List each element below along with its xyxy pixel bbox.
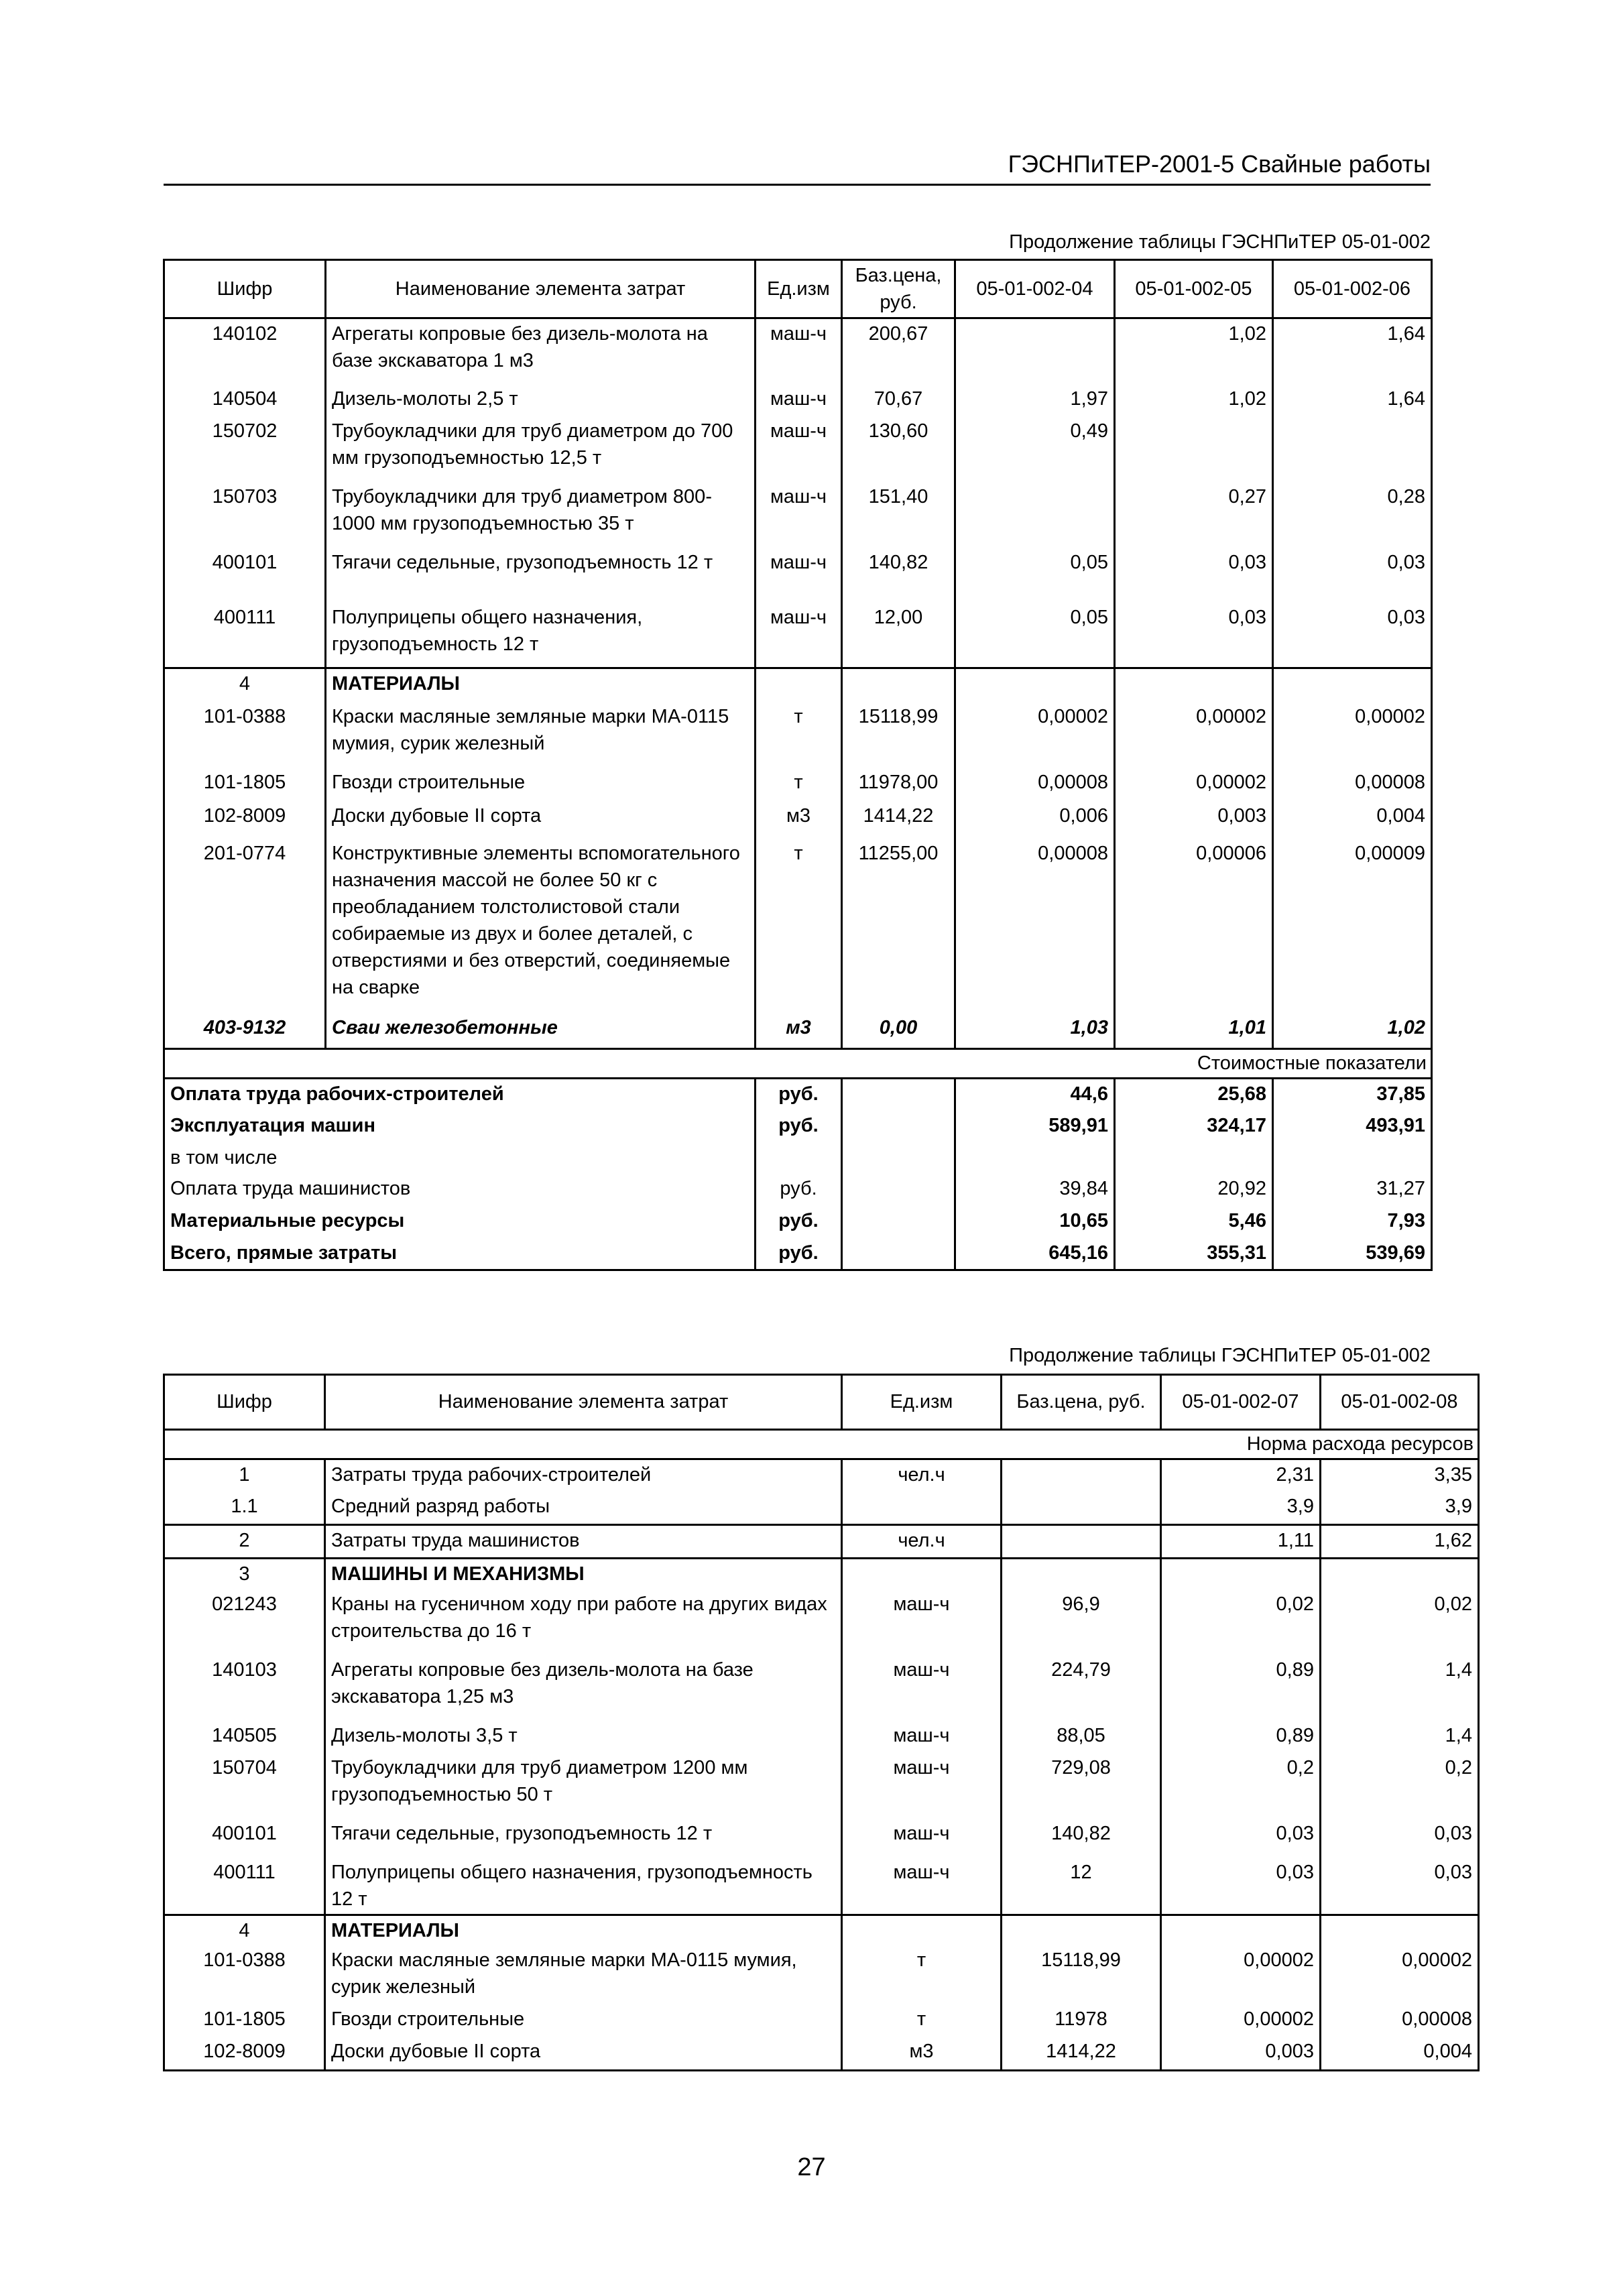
row-name: Сваи железобетонные: [326, 1013, 756, 1049]
row-unit: м3: [756, 1013, 842, 1049]
row-value-07: 0,003: [1161, 2037, 1321, 2070]
row-code: 2: [164, 1525, 325, 1559]
cost-value-04: 39,84: [955, 1174, 1115, 1206]
row-value-06: [1273, 416, 1432, 482]
norm-band-row: [164, 1430, 1479, 1459]
row-name: Краски масляные земляные марки МА-0115 мумия, сурик железный: [325, 1945, 842, 2004]
row-value-04: 0,00002: [955, 702, 1115, 768]
running-header: [164, 142, 1431, 186]
page-number: 27: [797, 2153, 826, 2181]
row-price: 200,67: [842, 318, 955, 384]
row-unit: м3: [756, 801, 842, 839]
row-value-05: [1115, 668, 1273, 702]
cost-value-04: 645,16: [955, 1238, 1115, 1270]
header-col-06: 05-01-002-06: [1273, 260, 1432, 318]
row-value-08: 3,9: [1321, 1492, 1479, 1525]
row-price: 729,08: [1002, 1753, 1161, 1819]
row-value-05: 0,00002: [1115, 702, 1273, 768]
row-name: Доски дубовые II сорта: [326, 801, 756, 839]
row-code: 4: [164, 1915, 325, 1945]
row-name: Краны на гусеничном ходу при работе на других видах строительства до 16 т: [325, 1589, 842, 1655]
table-row: [164, 603, 1432, 668]
row-unit: маш-ч: [756, 603, 842, 668]
row-value-08: 1,62: [1321, 1525, 1479, 1559]
row-value-08: 1,4: [1321, 1721, 1479, 1753]
row-name: МАТЕРИАЛЫ: [326, 668, 756, 702]
row-unit: чел.ч: [842, 1525, 1002, 1559]
row-name: Затраты труда рабочих-строителей: [325, 1459, 842, 1492]
row-unit: маш-ч: [842, 1858, 1002, 1915]
table1-caption: Продолжение таблицы ГЭСНПиТЕР 05-01-002: [1009, 231, 1431, 253]
table-row: [164, 1858, 1479, 1915]
row-value-06: 0,03: [1273, 548, 1432, 603]
cost-value-05: 355,31: [1115, 1238, 1273, 1270]
row-name: Краски масляные земляные марки МА-0115 мумия, сурик железный: [326, 702, 756, 768]
cost-unit: руб.: [756, 1079, 842, 1111]
row-unit: маш-ч: [756, 482, 842, 548]
row-code: 021243: [164, 1589, 325, 1655]
row-unit: т: [842, 1945, 1002, 2004]
table-row: [164, 839, 1432, 1013]
cost-unit: руб.: [756, 1238, 842, 1270]
row-unit: маш-ч: [842, 1819, 1002, 1858]
row-unit: [842, 1915, 1002, 1945]
row-value-08: 0,004: [1321, 2037, 1479, 2070]
cost-value-06: [1273, 1143, 1432, 1174]
row-value-04: 0,05: [955, 548, 1115, 603]
table-row: [164, 318, 1432, 384]
header-col-08: 05-01-002-08: [1321, 1375, 1479, 1430]
cost-value-04: 589,91: [955, 1111, 1115, 1143]
cost-value-04: 44,6: [955, 1079, 1115, 1111]
row-value-04: 0,00008: [955, 768, 1115, 801]
row-value-05: 1,01: [1115, 1013, 1273, 1049]
row-code: 3: [164, 1559, 325, 1589]
row-value-08: 0,03: [1321, 1858, 1479, 1915]
row-code: 140103: [164, 1655, 325, 1721]
cost-value-06: 493,91: [1273, 1111, 1432, 1143]
row-name: Гвозди строительные: [326, 768, 756, 801]
row-unit: маш-ч: [756, 416, 842, 482]
cost-label: Оплата труда машинистов: [164, 1174, 756, 1206]
cost-label: Эксплуатация машин: [164, 1111, 756, 1143]
row-code: 4: [164, 668, 326, 702]
row-value-07: 1,11: [1161, 1525, 1321, 1559]
row-value-08: 1,4: [1321, 1655, 1479, 1721]
row-price: 12: [1002, 1858, 1161, 1915]
row-value-06: 0,03: [1273, 603, 1432, 668]
row-price: 11255,00: [842, 839, 955, 1013]
cost-price: [842, 1174, 955, 1206]
row-unit: [756, 668, 842, 702]
row-price: 15118,99: [1002, 1945, 1161, 2004]
row-value-04: 0,49: [955, 416, 1115, 482]
cost-price: [842, 1079, 955, 1111]
row-price: 12,00: [842, 603, 955, 668]
table-row: [164, 1915, 1479, 1945]
row-name: МАТЕРИАЛЫ: [325, 1915, 842, 1945]
row-code: 140102: [164, 318, 326, 384]
row-unit: маш-ч: [842, 1753, 1002, 1819]
row-code: 150702: [164, 416, 326, 482]
row-name: Доски дубовые II сорта: [325, 2037, 842, 2070]
row-value-08: 0,00008: [1321, 2004, 1479, 2037]
cost-unit: руб.: [756, 1174, 842, 1206]
row-value-04: 1,97: [955, 384, 1115, 416]
row-price: 130,60: [842, 416, 955, 482]
cost-value-06: 7,93: [1273, 1206, 1432, 1238]
table-row: [164, 1459, 1479, 1492]
table-row: [164, 768, 1432, 801]
row-value-08: 0,00002: [1321, 1945, 1479, 2004]
row-value-05: 1,02: [1115, 384, 1273, 416]
row-value-04: [955, 482, 1115, 548]
table-row: [164, 1753, 1479, 1819]
row-name: Трубоукладчики для труб диаметром 800-1000 мм грузоподъемностью 35 т: [326, 482, 756, 548]
row-name: Полуприцепы общего назначения, грузоподъемность 12 т: [325, 1858, 842, 1915]
row-value-08: 0,02: [1321, 1589, 1479, 1655]
cost-value-04: 10,65: [955, 1206, 1115, 1238]
cost-row: [164, 1111, 1432, 1143]
table-row: [164, 801, 1432, 839]
row-unit: маш-ч: [756, 318, 842, 384]
row-name: Средний разряд работы: [325, 1492, 842, 1525]
row-name: МАШИНЫ И МЕХАНИЗМЫ: [325, 1559, 842, 1589]
table-row: [164, 482, 1432, 548]
row-value-07: 0,03: [1161, 1858, 1321, 1915]
row-name: Трубоукладчики для труб диаметром до 700 мм грузоподъемностью 12,5 т: [326, 416, 756, 482]
row-code: 400111: [164, 603, 326, 668]
row-unit: маш-ч: [842, 1721, 1002, 1753]
cost-value-05: 20,92: [1115, 1174, 1273, 1206]
header-name: Наименование элемента затрат: [326, 260, 756, 318]
row-value-07: 0,89: [1161, 1721, 1321, 1753]
row-name: Трубоукладчики для труб диаметром 1200 мм грузоподъемностью 50 т: [325, 1753, 842, 1819]
row-value-05: 1,02: [1115, 318, 1273, 384]
cost-value-06: 31,27: [1273, 1174, 1432, 1206]
row-value-05: 0,003: [1115, 801, 1273, 839]
row-price: 140,82: [1002, 1819, 1161, 1858]
row-price: [842, 668, 955, 702]
row-name: Тягачи седельные, грузоподъемность 12 т: [325, 1819, 842, 1858]
table-row: [164, 1721, 1479, 1753]
cost-value-06: 539,69: [1273, 1238, 1432, 1270]
row-price: [1002, 1525, 1161, 1559]
row-unit: т: [756, 839, 842, 1013]
row-code: 201-0774: [164, 839, 326, 1013]
header-price: Баз.цена, руб.: [842, 260, 955, 318]
row-price: [1002, 1915, 1161, 1945]
row-price: 11978,00: [842, 768, 955, 801]
table-row: [164, 384, 1432, 416]
cost-row: [164, 1079, 1432, 1111]
row-code: 101-0388: [164, 702, 326, 768]
row-value-04: 0,006: [955, 801, 1115, 839]
row-code: 101-1805: [164, 768, 326, 801]
header-name: Наименование элемента затрат: [325, 1375, 842, 1430]
table-header-row: [164, 1375, 1479, 1430]
header-col-05: 05-01-002-05: [1115, 260, 1273, 318]
cost-row: [164, 1206, 1432, 1238]
row-code: 101-1805: [164, 2004, 325, 2037]
table-row: [164, 1819, 1479, 1858]
cost-band-label: Стоимостные показатели: [164, 1049, 1432, 1079]
row-price: 224,79: [1002, 1655, 1161, 1721]
table-row: [164, 2037, 1479, 2070]
row-code: 102-8009: [164, 2037, 325, 2070]
row-unit: т: [842, 2004, 1002, 2037]
row-value-06: 0,004: [1273, 801, 1432, 839]
row-unit: м3: [842, 2037, 1002, 2070]
row-unit: т: [756, 702, 842, 768]
cost-row: [164, 1174, 1432, 1206]
running-header-title: ГЭСНПиТЕР-2001-5 Свайные работы: [1008, 150, 1431, 178]
row-value-04: 0,00008: [955, 839, 1115, 1013]
header-col-04: 05-01-002-04: [955, 260, 1115, 318]
row-name: Гвозди строительные: [325, 2004, 842, 2037]
header-code: Шифр: [164, 1375, 325, 1430]
row-price: 0,00: [842, 1013, 955, 1049]
row-value-08: [1321, 1559, 1479, 1589]
row-price: 140,82: [842, 548, 955, 603]
header-code: Шифр: [164, 260, 326, 318]
row-value-07: 0,2: [1161, 1753, 1321, 1819]
cost-label: Материальные ресурсы: [164, 1206, 756, 1238]
row-value-06: 1,02: [1273, 1013, 1432, 1049]
row-price: 151,40: [842, 482, 955, 548]
row-name: Агрегаты копровые без дизель-молота на базе экскаватора 1,25 м3: [325, 1655, 842, 1721]
row-name: Агрегаты копровые без дизель-молота на базе экскаватора 1 м3: [326, 318, 756, 384]
row-value-05: 0,27: [1115, 482, 1273, 548]
cost-label: Всего, прямые затраты: [164, 1238, 756, 1270]
cost-label: в том числе: [164, 1143, 756, 1174]
header-col-07: 05-01-002-07: [1161, 1375, 1321, 1430]
cost-price: [842, 1143, 955, 1174]
cost-unit: руб.: [756, 1111, 842, 1143]
cost-value-05: 25,68: [1115, 1079, 1273, 1111]
cost-band-row: [164, 1049, 1432, 1079]
table-row: [164, 416, 1432, 482]
row-value-08: 3,35: [1321, 1459, 1479, 1492]
row-value-04: 1,03: [955, 1013, 1115, 1049]
table-row: [164, 1945, 1479, 2004]
row-name: Затраты труда машинистов: [325, 1525, 842, 1559]
cost-value-05: 5,46: [1115, 1206, 1273, 1238]
row-value-05: 0,03: [1115, 603, 1273, 668]
cost-value-06: 37,85: [1273, 1079, 1432, 1111]
cost-price: [842, 1206, 955, 1238]
cost-value-04: [955, 1143, 1115, 1174]
row-code: 140505: [164, 1721, 325, 1753]
row-value-04: [955, 318, 1115, 384]
table2-caption: Продолжение таблицы ГЭСНПиТЕР 05-01-002: [1009, 1345, 1431, 1366]
table2: [163, 1374, 1480, 2071]
row-unit: т: [756, 768, 842, 801]
table-row: [164, 1559, 1479, 1589]
row-value-07: 3,9: [1161, 1492, 1321, 1525]
cost-row: [164, 1238, 1432, 1270]
row-value-06: 1,64: [1273, 384, 1432, 416]
row-unit: маш-ч: [756, 548, 842, 603]
row-value-07: 0,00002: [1161, 2004, 1321, 2037]
row-value-06: 1,64: [1273, 318, 1432, 384]
row-code: 400101: [164, 1819, 325, 1858]
cost-unit: [756, 1143, 842, 1174]
row-price: 1414,22: [842, 801, 955, 839]
row-unit: [842, 1492, 1002, 1525]
row-price: [1002, 1459, 1161, 1492]
table-row: [164, 1589, 1479, 1655]
row-value-05: 0,00002: [1115, 768, 1273, 801]
header-price: Баз.цена, руб.: [1002, 1375, 1161, 1430]
row-name: Дизель-молоты 3,5 т: [325, 1721, 842, 1753]
row-code: 1.1: [164, 1492, 325, 1525]
table-row: [164, 1492, 1479, 1525]
row-code: 400111: [164, 1858, 325, 1915]
table-row: [164, 1525, 1479, 1559]
cost-value-05: 324,17: [1115, 1111, 1273, 1143]
row-price: [1002, 1559, 1161, 1589]
table1: [163, 259, 1433, 1271]
row-code: 403-9132: [164, 1013, 326, 1049]
row-name: Полуприцепы общего назначения, грузоподъемность 12 т: [326, 603, 756, 668]
cost-price: [842, 1238, 955, 1270]
row-value-07: 0,03: [1161, 1819, 1321, 1858]
row-value-07: 0,89: [1161, 1655, 1321, 1721]
row-code: 140504: [164, 384, 326, 416]
row-value-08: 0,03: [1321, 1819, 1479, 1858]
row-code: 400101: [164, 548, 326, 603]
row-code: 101-0388: [164, 1945, 325, 2004]
header-unit: Ед.изм: [842, 1375, 1002, 1430]
row-value-05: [1115, 416, 1273, 482]
row-value-04: [955, 668, 1115, 702]
row-unit: маш-ч: [842, 1589, 1002, 1655]
row-value-04: 0,05: [955, 603, 1115, 668]
row-code: 150704: [164, 1753, 325, 1819]
row-price: 96,9: [1002, 1589, 1161, 1655]
table-row: [164, 668, 1432, 702]
table-header-row: [164, 260, 1432, 318]
row-value-05: 0,03: [1115, 548, 1273, 603]
row-name: Конструктивные элементы вспомогательного назначения массой не более 50 кг с преобладанием толстолистовой стали собираемые из двух и более деталей, с отверстиями и без отверстий, соединяемые на сварке: [326, 839, 756, 1013]
row-code: 102-8009: [164, 801, 326, 839]
norm-band-label: Норма расхода ресурсов: [164, 1430, 1479, 1459]
row-name: Тягачи седельные, грузоподъемность 12 т: [326, 548, 756, 603]
row-code: 150703: [164, 482, 326, 548]
row-value-07: 0,02: [1161, 1589, 1321, 1655]
row-value-07: [1161, 1915, 1321, 1945]
row-value-05: 0,00006: [1115, 839, 1273, 1013]
row-price: 70,67: [842, 384, 955, 416]
row-price: 1414,22: [1002, 2037, 1161, 2070]
row-name: Дизель-молоты 2,5 т: [326, 384, 756, 416]
cost-unit: руб.: [756, 1206, 842, 1238]
row-value-07: 2,31: [1161, 1459, 1321, 1492]
table-row: [164, 1655, 1479, 1721]
table-row: [164, 548, 1432, 603]
table-row: [164, 1013, 1432, 1049]
row-value-06: 0,00008: [1273, 768, 1432, 801]
row-price: 11978: [1002, 2004, 1161, 2037]
row-unit: чел.ч: [842, 1459, 1002, 1492]
row-value-08: 0,2: [1321, 1753, 1479, 1819]
row-value-07: [1161, 1559, 1321, 1589]
row-unit: [842, 1559, 1002, 1589]
row-price: 88,05: [1002, 1721, 1161, 1753]
row-value-08: [1321, 1915, 1479, 1945]
cost-price: [842, 1111, 955, 1143]
row-price: [1002, 1492, 1161, 1525]
table-row: [164, 2004, 1479, 2037]
row-value-06: 0,00009: [1273, 839, 1432, 1013]
cost-label: Оплата труда рабочих-строителей: [164, 1079, 756, 1111]
row-code: 1: [164, 1459, 325, 1492]
row-price: 15118,99: [842, 702, 955, 768]
row-value-07: 0,00002: [1161, 1945, 1321, 2004]
row-value-06: 0,28: [1273, 482, 1432, 548]
row-value-06: 0,00002: [1273, 702, 1432, 768]
row-unit: маш-ч: [756, 384, 842, 416]
table-row: [164, 702, 1432, 768]
row-unit: маш-ч: [842, 1655, 1002, 1721]
cost-value-05: [1115, 1143, 1273, 1174]
header-unit: Ед.изм: [756, 260, 842, 318]
row-value-06: [1273, 668, 1432, 702]
cost-row: [164, 1143, 1432, 1174]
